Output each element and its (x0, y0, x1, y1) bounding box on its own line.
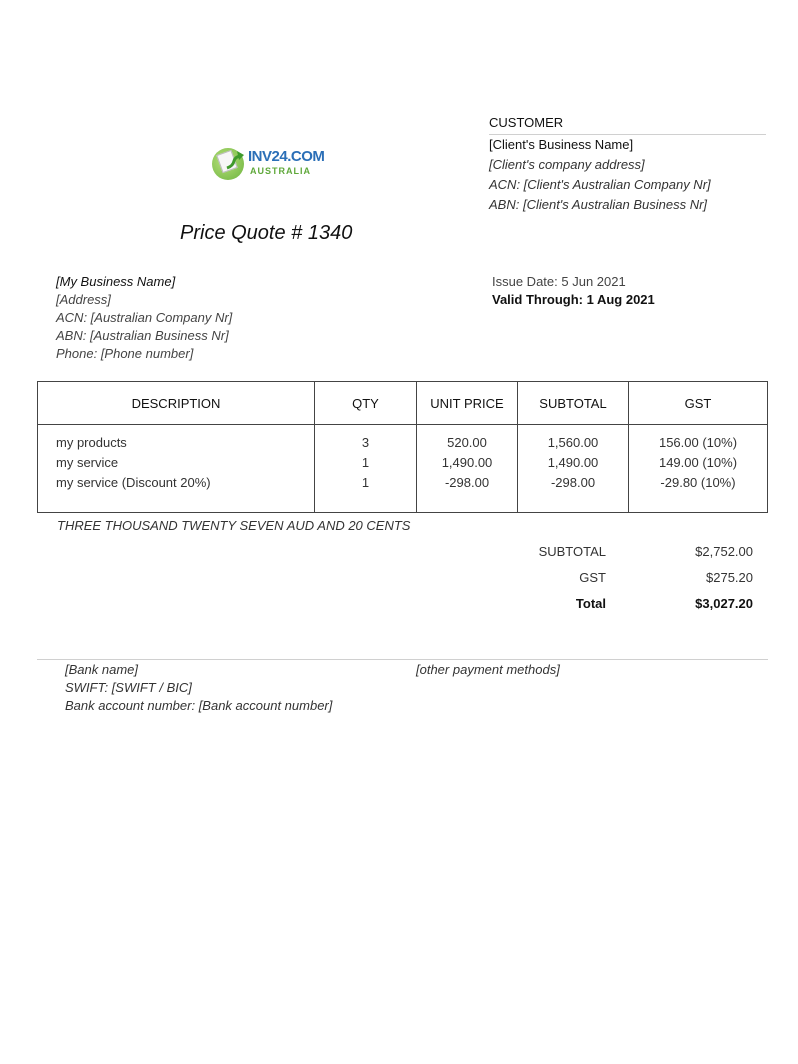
table-row-description: my service (Discount 20%) (56, 475, 211, 490)
table-row-qty: 1 (361, 475, 370, 490)
table-row-qty: 3 (361, 435, 370, 450)
header-description: DESCRIPTION (131, 395, 221, 411)
table-row-gst: -29.80 (10%) (660, 475, 736, 490)
growth-arrow-icon (225, 150, 245, 172)
table-row-subtotal: 1,490.00 (547, 455, 599, 470)
table-row-unit-price: -298.00 (444, 475, 490, 490)
summary-total-value: $3,027.20 (695, 596, 753, 611)
logo-subtext: AUSTRALIA (250, 166, 311, 176)
subtotal-cells (518, 433, 628, 493)
payment-divider (37, 659, 768, 660)
seller-abn: ABN: [Australian Business Nr] (56, 328, 229, 343)
customer-abn: ABN: [Client's Australian Business Nr] (489, 197, 708, 212)
bank-account-number: Bank account number: [Bank account number] (65, 698, 333, 713)
customer-block (489, 114, 766, 215)
bank-name: [Bank name] (65, 662, 138, 677)
table-row-subtotal: 1,560.00 (547, 435, 599, 450)
seller-address: [Address] (56, 292, 111, 307)
valid-through-date: Valid Through: 1 Aug 2021 (492, 292, 655, 307)
line-items-table (37, 381, 768, 513)
dates-block (492, 273, 655, 309)
column-description (38, 382, 314, 512)
summary-gst-value: $275.20 (706, 570, 753, 585)
seller-acn: ACN: [Australian Company Nr] (56, 310, 233, 325)
description-cells (38, 433, 314, 493)
issue-date: Issue Date: 5 Jun 2021 (492, 274, 626, 289)
other-payment-methods: [other payment methods] (416, 662, 560, 677)
table-row-unit-price: 520.00 (447, 435, 487, 450)
gst-cells (629, 433, 767, 493)
logo-text: INV24.COM (248, 148, 325, 165)
summary-total-label: Total (575, 596, 606, 611)
unit-price-cells (417, 433, 517, 493)
qty-cells (315, 433, 416, 493)
table-row-subtotal: -298.00 (550, 475, 596, 490)
header-gst: GST (684, 395, 712, 411)
table-row-unit-price: 1,490.00 (441, 455, 493, 470)
column-subtotal (517, 382, 628, 512)
customer-business-name: [Client's Business Name] (489, 137, 634, 152)
seller-block (56, 273, 232, 363)
seller-phone: Phone: [Phone number] (56, 346, 194, 361)
summary-subtotal-label: SUBTOTAL (538, 544, 606, 559)
table-row-qty: 1 (361, 455, 370, 470)
header-unit-price: UNIT PRICE (430, 395, 504, 411)
document-title: Price Quote # 1340 (180, 222, 353, 244)
summary-subtotal-value: $2,752.00 (695, 544, 753, 559)
seller-business-name: [My Business Name] (56, 274, 176, 289)
table-row-gst: 156.00 (10%) (658, 435, 738, 450)
amount-in-words: THREE THOUSAND TWENTY SEVEN AUD AND 20 CENTS (57, 518, 411, 533)
summary-gst-label: GST (579, 570, 606, 585)
header-subtotal: SUBTOTAL (539, 395, 607, 411)
bank-swift: SWIFT: [SWIFT / BIC] (65, 680, 192, 695)
column-unit-price (416, 382, 517, 512)
customer-heading: CUSTOMER (489, 114, 766, 135)
customer-acn: ACN: [Client's Australian Company Nr] (489, 177, 711, 192)
column-qty (314, 382, 416, 512)
table-row-description: my service (56, 455, 119, 470)
company-logo (212, 146, 325, 182)
column-gst (628, 382, 767, 512)
bank-details (65, 661, 332, 715)
table-row-description: my products (56, 435, 127, 450)
customer-address: [Client's company address] (489, 157, 645, 172)
header-qty: QTY (352, 395, 379, 411)
table-row-gst: 149.00 (10%) (658, 455, 738, 470)
